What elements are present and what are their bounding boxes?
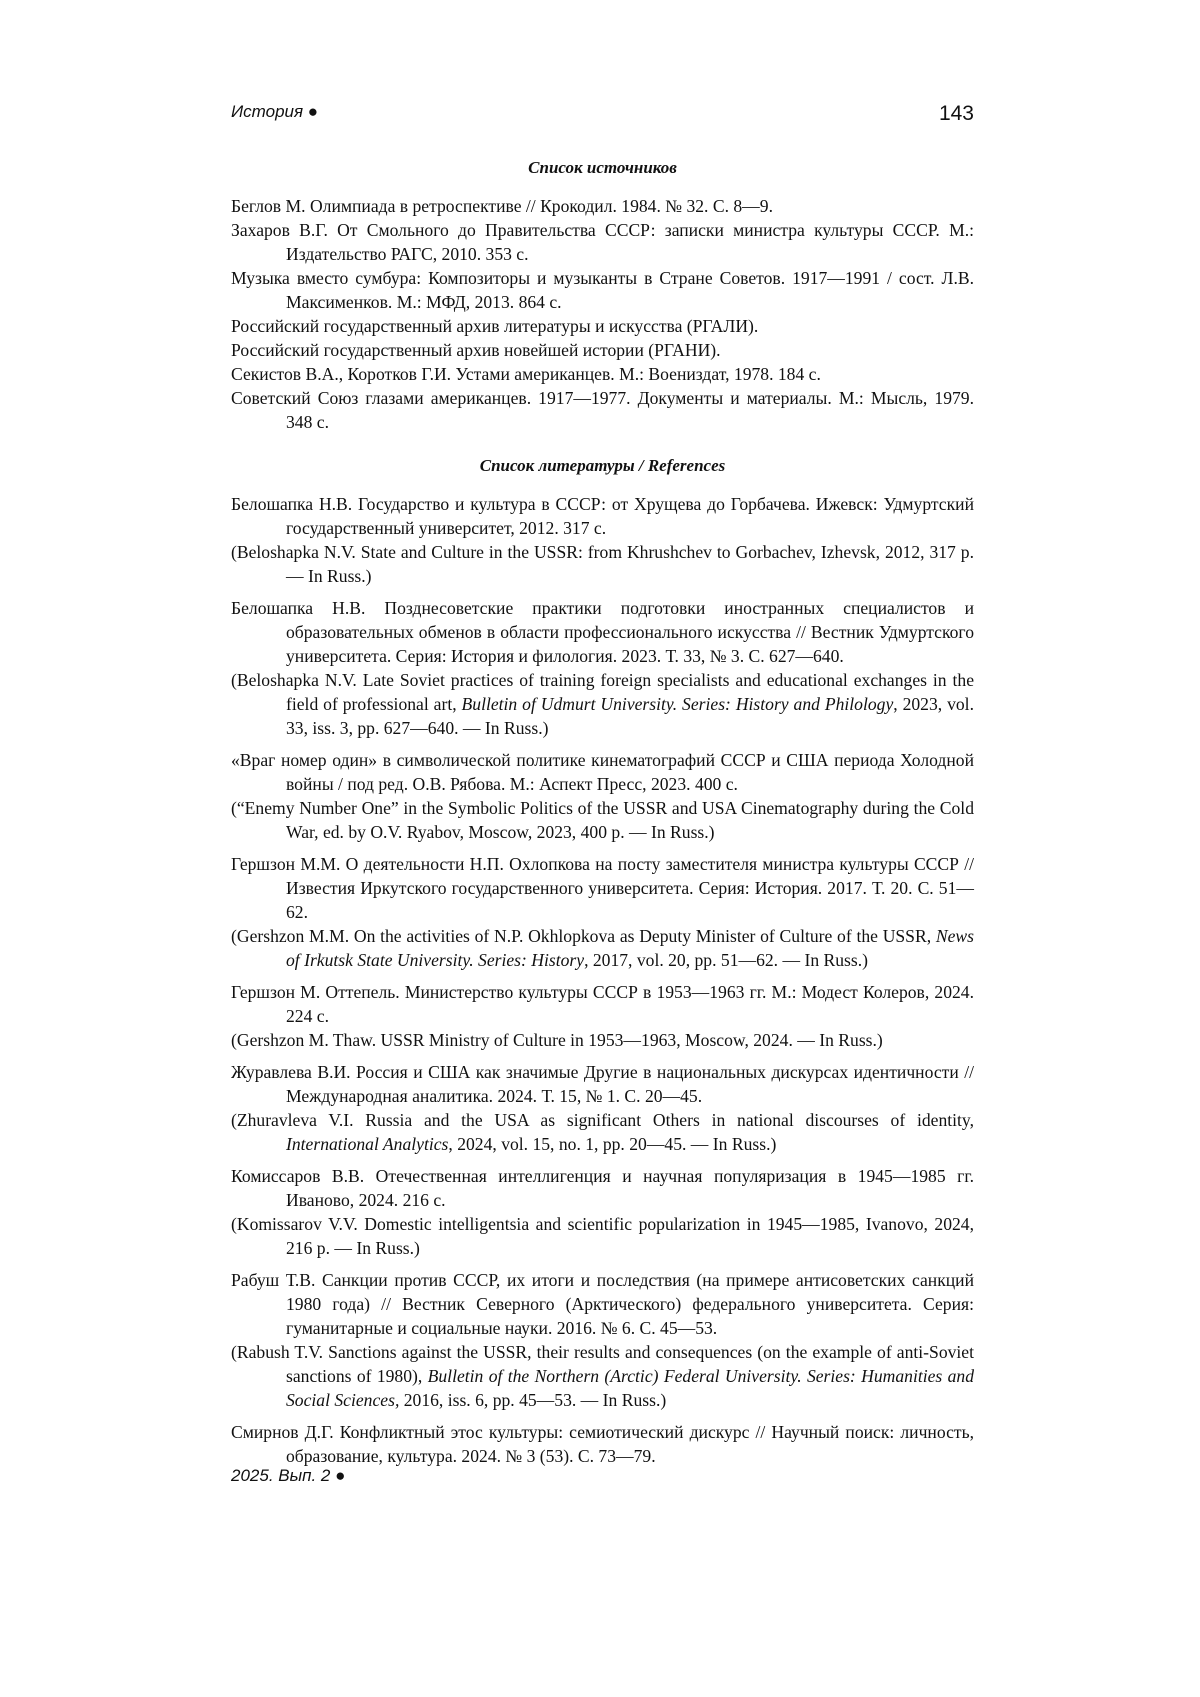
references-heading: Список литературы / References <box>231 454 974 478</box>
reference-ru: Комиссаров В.В. Отечественная интеллигенция и научная популяризация в 1945—1985 гг. Иваново, 2024. 216 с. <box>231 1164 974 1212</box>
page-number: 143 <box>924 102 974 126</box>
source-item: Беглов М. Олимпиада в ретроспективе // Крокодил. 1984. № 32. С. 8—9. <box>231 194 974 218</box>
reference-group <box>231 852 974 972</box>
sources-list <box>231 194 974 434</box>
source-item: Музыка вместо сумбура: Композиторы и музыканты в Стране Советов. 1917—1991 / сост. Л.В. Максименков. М.: МФД, 2013. 864 с. <box>231 266 974 314</box>
sources-heading: Список источников <box>231 156 974 180</box>
source-item: Секистов В.А., Коротков Г.И. Устами американцев. М.: Воениздат, 1978. 184 с. <box>231 362 974 386</box>
reference-group <box>231 980 974 1052</box>
references-list <box>231 492 974 1468</box>
reference-en: (Beloshapka N.V. Late Soviet practices of training foreign specialists and educational exchanges in the field of professional art, Bulletin of Udmurt University. Series: History and Philology, 2023, vol. 33, iss. 3, pp. 627—640. — In Russ.) <box>231 668 974 740</box>
source-item: Советский Союз глазами американцев. 1917—1977. Документы и материалы. М.: Мысль, 1979. 348 с. <box>231 386 974 434</box>
reference-en: (Gershzon M. Thaw. USSR Ministry of Culture in 1953—1963, Moscow, 2024. — In Russ.) <box>231 1028 974 1052</box>
source-item: Российский государственный архив литературы и искусства (РГАЛИ). <box>231 314 974 338</box>
reference-en: (Komissarov V.V. Domestic intelligentsia and scientific popularization in 1945—1985, Ivanovo, 2024, 216 p. — In Russ.) <box>231 1212 974 1260</box>
reference-ru: Гершзон М.М. О деятельности Н.П. Охлопкова на посту заместителя министра культуры СССР // Известия Иркутского государственного университета. Серия: История. 2017. Т. 20. С. 51—62. <box>231 852 974 924</box>
reference-ru: Смирнов Д.Г. Конфликтный этос культуры: семиотический дискурс // Научный поиск: личность, образование, культура. 2024. № 3 (53). С. 73—79. <box>231 1420 974 1468</box>
reference-en: (Beloshapka N.V. State and Culture in the USSR: from Khrushchev to Gorbachev, Izhevsk, 2012, 317 p. — In Russ.) <box>231 540 974 588</box>
running-title: История ● <box>231 102 318 122</box>
reference-ru: Гершзон М. Оттепель. Министерство культуры СССР в 1953—1963 гг. М.: Модест Колеров, 2024. 224 с. <box>231 980 974 1028</box>
reference-ru: «Враг номер один» в символической политике кинематографий СССР и США периода Холодной войны / под ред. О.В. Рябова. М.: Аспект Пресс, 2023. 400 с. <box>231 748 974 796</box>
reference-en: (“Enemy Number One” in the Symbolic Politics of the USSR and USA Cinematography during the Cold War, ed. by O.V. Ryabov, Moscow, 2023, 400 p. — In Russ.) <box>231 796 974 844</box>
reference-ru: Рабуш Т.В. Санкции против СССР, их итоги и последствия (на примере антисоветских санкций 1980 года) // Вестник Северного (Арктического) федерального университета. Серия: гуманитарные и социальные науки. 2016. № 6. С. 45—53. <box>231 1268 974 1340</box>
reference-group <box>231 492 974 588</box>
reference-ru: Белошапка Н.В. Государство и культура в СССР: от Хрущева до Горбачева. Ижевск: Удмуртский государственный университет, 2012. 317 с. <box>231 492 974 540</box>
reference-group <box>231 596 974 740</box>
reference-en: (Rabush T.V. Sanctions against the USSR, their results and consequences (on the example of anti-Soviet sanctions of 1980), Bulletin of the Northern (Arctic) Federal University. Series: Humanities and Social Sciences, 2016, iss. 6, pp. 45—53. — In Russ.) <box>231 1340 974 1412</box>
reference-ru: Белошапка Н.В. Позднесоветские практики подготовки иностранных специалистов и образовательных обменов в области профессионального искусства // Вестник Удмуртского университета. Серия: История и филология. 2023. Т. 33, № 3. С. 627—640. <box>231 596 974 668</box>
reference-group <box>231 1420 974 1468</box>
reference-en: (Zhuravleva V.I. Russia and the USA as significant Others in national discourses of identity, International Analytics, 2024, vol. 15, no. 1, pp. 20—45. — In Russ.) <box>231 1108 974 1156</box>
page-body <box>231 156 974 1476</box>
journal-page <box>0 0 1200 1697</box>
reference-en: (Gershzon M.M. On the activities of N.P. Okhlopkova as Deputy Minister of Culture of the USSR, News of Irkutsk State University. Series: History, 2017, vol. 20, pp. 51—62. — In Russ.) <box>231 924 974 972</box>
reference-group <box>231 1164 974 1260</box>
source-item: Захаров В.Г. От Смольного до Правительства СССР: записки министра культуры СССР. М.: Издательство РАГС, 2010. 353 с. <box>231 218 974 266</box>
reference-group <box>231 1268 974 1412</box>
reference-group <box>231 1060 974 1156</box>
source-item: Российский государственный архив новейшей истории (РГАНИ). <box>231 338 974 362</box>
reference-ru: Журавлева В.И. Россия и США как значимые Другие в национальных дискурсах идентичности // Международная аналитика. 2024. Т. 15, № 1. С. 20—45. <box>231 1060 974 1108</box>
issue-footer: 2025. Вып. 2 ● <box>231 1466 345 1486</box>
reference-group <box>231 748 974 844</box>
